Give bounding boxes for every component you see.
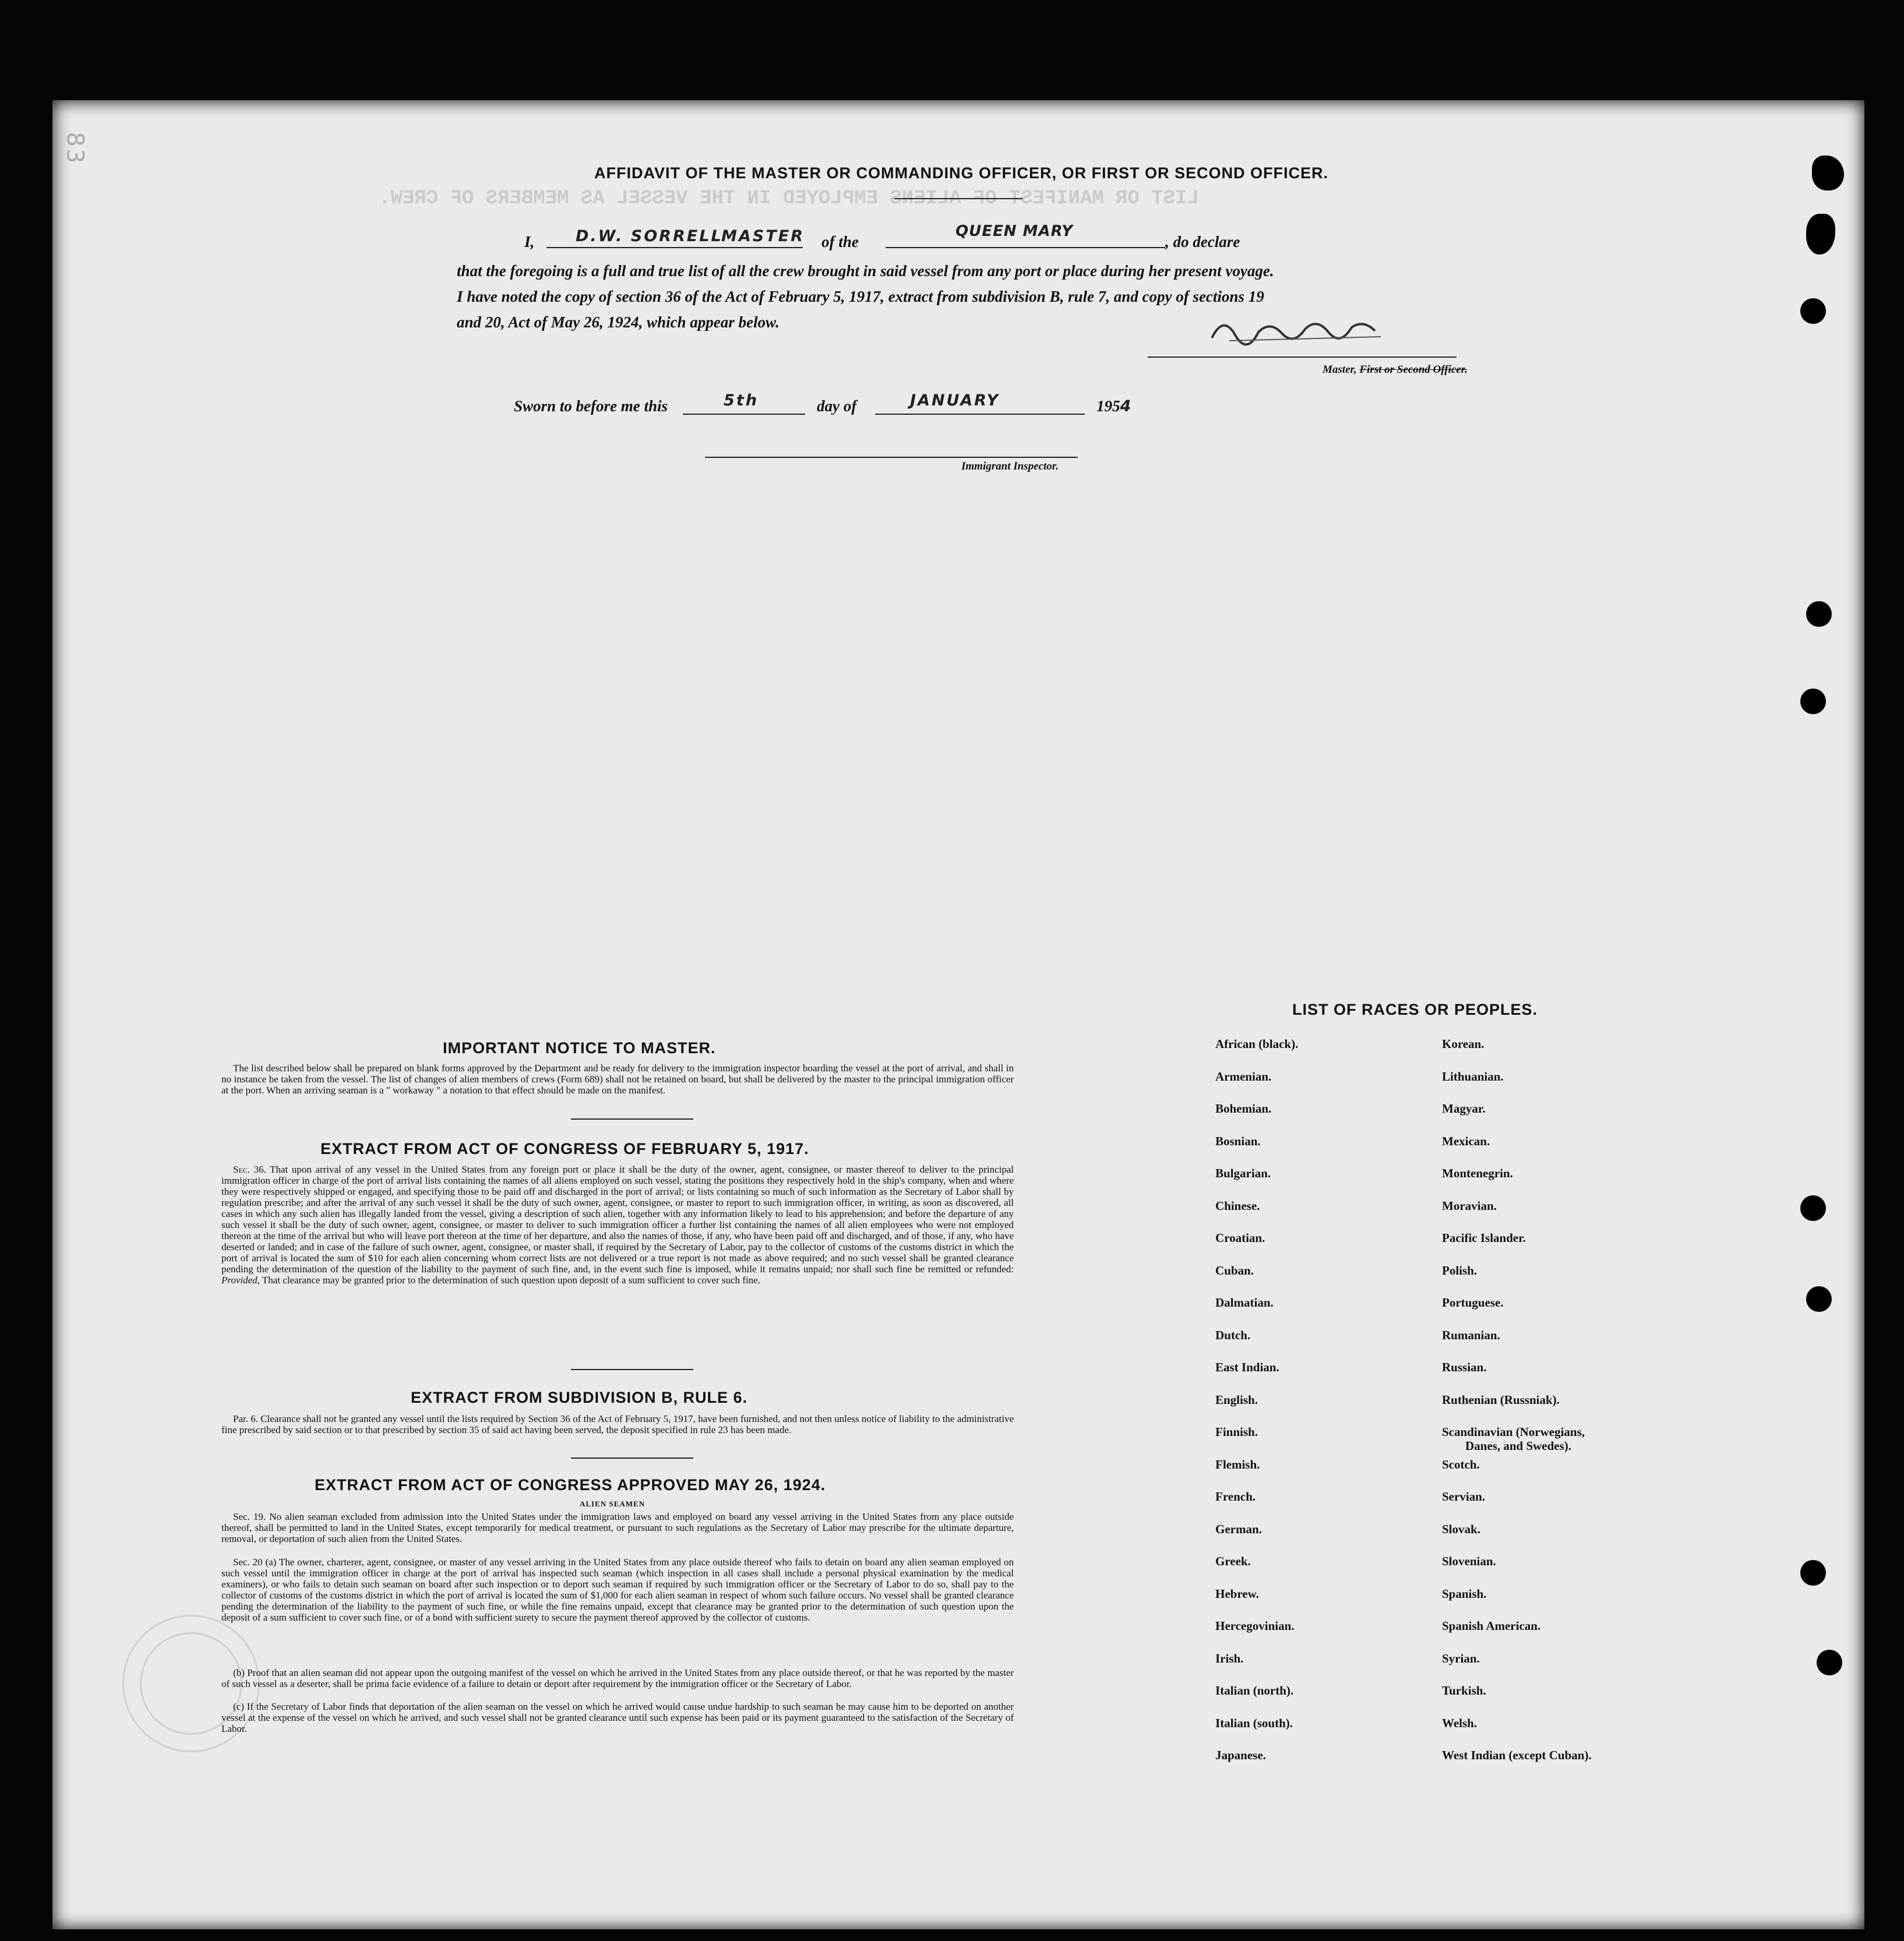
race-item: Italian (north). [1215,1684,1294,1698]
subdivision-title: EXTRACT FROM SUBDIVISION B, RULE 6. [411,1389,748,1406]
race-item: Magyar. [1442,1102,1486,1116]
race-item-continued: Danes, and Swedes). [1465,1439,1572,1453]
sworn-day: 5th [724,391,759,410]
par6-text: Clearance shall not be granted any vessel until the lists required by Section 36 of the Act of February 5, 1917, have been furnished, and not then unless notice of liability to the administrative fine prescribed by said section or to that prescribed by section 35 of said act having been served, the deposit specified in rule 23 has been made. [221,1413,1014,1435]
sworn-mid: day of [817,397,857,415]
master-name: D.W. SORRELL [576,227,723,245]
sworn-year [1096,397,1133,415]
sec20a-text: Sec. 20 (a) The owner, charterer, agent, consignee, or master of any vessel arriving in the United States from any place outside thereof who fails to detain on board any alien seaman employed on such vessel until the immigration officer in charge at the port of arrival has inspected such seaman (which inspection in all cases shall include a personal physical examination by the medical examiners), or who fails to detain such seaman on board after such inspection or to deport such seaman if required by such immigration officer or the Secretary of Labor to do so, shall pay to the collector of customs of the customs district in which the port of arrival is located the sum of $1,000 for each alien seaman in respect of whom such failure occurs. No vessel shall be granted clearance pending the determination of the liability to the payment of such fine, or while the fine remains unpaid, except that clearance may be granted prior to the determination of such question upon the deposit of a sum sufficient to cover such fine, or of a bond with sufficient surety to secure the payment thereof approved by the collector of customs. [221,1557,1014,1623]
punch-hole [1800,689,1826,714]
sec36-proviso: Provided, [221,1275,260,1286]
do-declare: , do declare [1165,233,1240,250]
sec36-text: That upon arrival of any vessel in the United States from any foreign port or place it shall be the duty of the owner, agent, consignee, or master thereof to deliver to the principal immigration officer in charge of the port of arrival lists containing the names of all aliens employed on such vessel, stating the positions they respectively hold in the ship's company, when and where they were respectively shipped or engaged, and specifying those to be paid off and discharged in the port of arrival; or lists containing so much of such information as the Secretary of Labor shall by regulation prescribe; and after the arrival of any such vessel it shall be the duty of such owner, agent, consignee, or master to report to such immigration officer, in writing, as soon as discovered, all cases in which any such alien has illegally landed from the vessel, giving a description of such alien, together with any information likely to lead to his apprehension; and before the departure of any such vessel it shall be the duty of such owner, agent, consignee, or master to deliver to such immigration officer a further list containing the names of all alien employees who were not employed thereon at the time of the arrival but who will leave port thereon at the time of her departure, and also the names of those, if any, who have been paid off and discharged, and of those, if any, who have deserted or landed; and in case of the failure of such owner, agent, consignee, or master shall, if required by the Secretary of Labor, pay to the collector of customs of the customs district in which the port of arrival is located the sum of $10 for each alien concerning whom correct lists are not delivered or a true report is not made as above required; and no such vessel shall be granted clearance pending the determination of the question of the liability to the payment of such fine, and, in the event such fine is imposed, while it remains unpaid; nor shall such fine be remitted or refunded: [221,1164,1014,1275]
punch-hole [1806,601,1832,627]
sworn-line [514,391,1213,421]
inspector-label: Immigrant Inspector. [961,460,1059,472]
extract-1917-body [221,1164,1014,1286]
word-of-the: of the [821,233,859,250]
race-item: Polish. [1442,1264,1478,1277]
race-item: West Indian (except Cuban). [1442,1748,1592,1762]
sec36-lead: Sec. 36. [233,1164,266,1175]
month-field [875,390,1085,415]
sworn-prefix: Sworn to before me this [514,397,668,415]
race-item: Japanese. [1215,1748,1266,1762]
race-item: Montenegrin. [1442,1166,1513,1180]
race-item: English. [1215,1393,1258,1407]
extract-1917-title: EXTRACT FROM ACT OF CONGRESS OF FEBRUARY 5, 1917. [320,1140,809,1157]
par6-lead: Par. 6. [233,1413,259,1424]
race-item: Slovak. [1442,1522,1480,1536]
sec19-text: Sec. 19. No alien seaman excluded from admission into the United States under the immigration laws and employed on board any vessel arriving in the United States from any place outside thereof, shall be permitted to land in the United States, except temporarily for medical treatment, or pursuant to such regulations as the Secretary of Labor may prescribe for the ultimate departure, removal, or deportation of such alien from the United States. [221,1511,1014,1544]
race-item: French. [1215,1490,1256,1504]
affidavit-line-2: I have noted the copy of section 36 of the Act of February 5, 1917, extract from subdivision B, rule 7, and copy of sections 19 [457,288,1264,305]
sworn-year-suffix: 4 [1120,397,1133,415]
race-item: Bosnian. [1215,1134,1261,1148]
race-item: Scotch. [1442,1457,1480,1471]
race-item: Dutch. [1215,1328,1251,1342]
race-item: Italian (south). [1215,1716,1293,1730]
signer-struck: First or Second Officer. [1359,364,1468,376]
race-item: Moravian. [1442,1199,1497,1213]
signature [1206,309,1392,352]
page-number-mark: 83 [61,132,89,165]
affidavit-line-3: and 20, Act of May 26, 1924, which appear below. [457,313,780,331]
vessel-name: QUEEN MARY [955,223,1074,240]
sec20b-text: (b) Proof that an alien seaman did not appear upon the outgoing manifest of the vessel on which he arrived in the United States from any place outside thereof, or that he was reported by the master of such vessel as a deserter, shall be prima facie evidence of a failure to detain or deport after requirement by the immigration officer or the Secretary of Labor. [221,1667,1014,1689]
race-item: Hercegovinian. [1215,1619,1295,1633]
punch-hole [1800,1195,1826,1221]
race-item: Hebrew. [1215,1587,1259,1601]
race-item: Korean. [1442,1037,1485,1051]
race-item: Turkish. [1442,1684,1486,1698]
sworn-year-prefix: 195 [1096,397,1120,415]
bleed-through-heading: LIST OR MANIFEST OF ALIENS EMPLOYED IN THE VESSEL AS MEMBERS OF CREW. [379,188,1199,210]
title-divider [894,198,1022,199]
race-item: African (black). [1215,1037,1299,1051]
races-title: LIST OF RACES OR PEOPLES. [1292,1001,1538,1018]
master-rank: MASTER [721,227,805,245]
race-item: Dalmatian. [1215,1296,1274,1310]
race-item: Welsh. [1442,1716,1478,1730]
race-item: Russian. [1442,1360,1487,1374]
punch-hole [1812,156,1844,190]
extract-1917-divider [571,1369,693,1370]
race-item: Bulgarian. [1215,1166,1271,1180]
document-page [52,100,1864,1929]
race-item: Lithuanian. [1442,1070,1504,1084]
punch-hole [1800,1560,1826,1586]
race-item: Chinese. [1215,1199,1260,1213]
affidavit-line-1: that the foregoing is a full and true list of all the crew brought in said vessel from any port or place during her present voyage. [457,262,1274,280]
signature-line [1148,357,1457,358]
notice-title: IMPORTANT NOTICE TO MASTER. [443,1039,716,1057]
affidavit-title: AFFIDAVIT OF THE MASTER OR COMMANDING OFFICER, OR FIRST OR SECOND OFFICER. [594,164,1328,182]
race-item: Portuguese. [1442,1296,1504,1310]
word-i: I, [524,233,535,250]
signer-title [1323,364,1468,376]
punch-hole [1806,1286,1832,1312]
subdivision-divider [571,1457,693,1459]
race-item: Spanish. [1442,1587,1487,1601]
race-item: Armenian. [1215,1070,1272,1084]
race-item: East Indian. [1215,1360,1279,1374]
sec36-end: That clearance may be granted prior to the determination of such question upon deposit of a sum sufficient to cover such fine. [262,1275,760,1286]
subdivision-body [221,1413,1014,1435]
race-item: Flemish. [1215,1457,1260,1471]
name-field [546,224,803,248]
punch-hole [1806,214,1835,255]
race-item: Bohemian. [1215,1102,1272,1116]
extract-1924-subtitle: ALIEN SEAMEN [580,1499,646,1508]
race-item: Servian. [1442,1490,1486,1504]
signature-scribble [1206,309,1392,350]
race-item: Pacific Islander. [1442,1231,1526,1245]
sec20c-text: (c) If the Secretary of Labor finds that deportation of the alien seaman on the vessel on which he arrived would cause undue hardship to such seaman he may cause him to be deported on another vessel at the expense of the vessel on which he arrived, and such vessel shall not be granted clearance until such expense has been paid or its payment guaranteed to the satisfaction of the Secretary of Labor. [221,1701,1014,1734]
race-item: Greek. [1215,1554,1251,1568]
race-item: Slovenian. [1442,1554,1496,1568]
race-item: Irish. [1215,1651,1244,1665]
signer-master: Master, [1323,364,1357,376]
race-item: Ruthenian (Russniak). [1442,1393,1560,1407]
race-item: Croatian. [1215,1231,1265,1245]
punch-hole [1817,1650,1842,1675]
race-item: Mexican. [1442,1134,1490,1148]
race-item: Rumanian. [1442,1328,1500,1342]
vessel-field [886,221,1165,248]
sworn-month: JANUARY [910,391,1000,410]
affidavit-opening-line [524,223,1526,256]
race-item: Spanish American. [1442,1619,1541,1633]
punch-hole [1800,298,1826,324]
notice-body: The list described below shall be prepared on blank forms approved by the Department and be ready for delivery to the immigration inspector boarding the vessel at the port of arrival, and shall in no instance be taken from the vessel. The list of changes of alien members of crews (Form 689) shall not be retained on board, but shall be delivered by the master to the principal immigration officer at the port. When an arriving seaman is a " workaway " a notation to that effect should be made on the manifest. [221,1063,1014,1096]
race-item: German. [1215,1522,1262,1536]
race-item: Scandinavian (Norwegians, [1442,1425,1585,1439]
race-item: Finnish. [1215,1425,1258,1439]
race-item: Syrian. [1442,1651,1480,1665]
inspector-signature-line [705,457,1078,458]
extract-1924-title: EXTRACT FROM ACT OF CONGRESS APPROVED MAY 26, 1924. [315,1476,826,1494]
notice-divider [571,1118,693,1120]
day-field [683,390,805,415]
race-item: Cuban. [1215,1264,1254,1277]
